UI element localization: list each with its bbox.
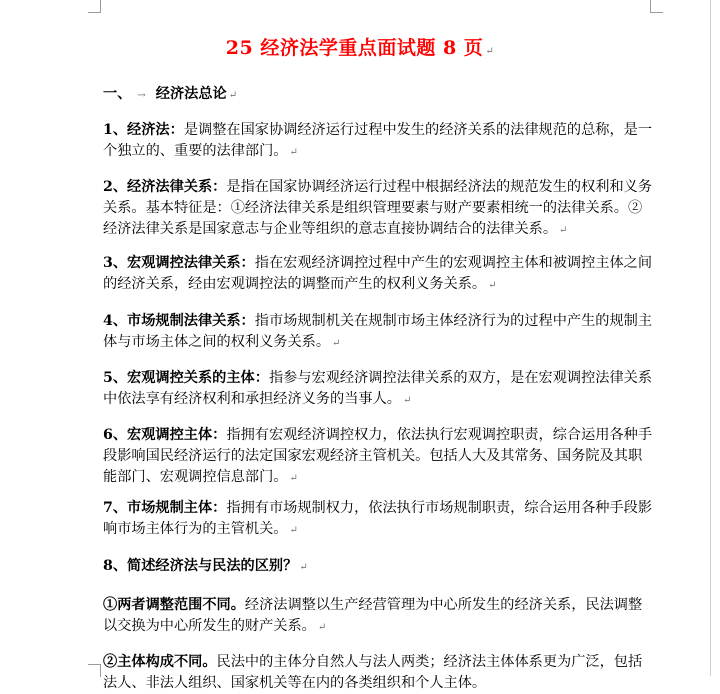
paragraph-mark-icon: ↵ [485,46,495,57]
item-term: 4、市场规制法律关系： [103,313,255,329]
section-number: 一、 [103,86,132,102]
item-text: 经济法调整以生产经营管理为中心所发生的经济关系，民法调整以交换为中心所发生的财产关系。 [103,597,643,634]
item-term: 2、经济法律关系： [103,179,227,195]
paragraph-mark-icon: ↵ [299,562,308,573]
section-heading-text: 经济法总论 [155,86,227,102]
paragraph-item-7[interactable] [103,498,656,541]
item-term: 8、简述经济法与民法的区别？ [103,558,298,574]
paragraph-mark-icon: ↵ [332,338,341,349]
paragraph-mark-icon: ↵ [488,280,497,291]
tab-mark-icon: → [137,90,146,101]
item-text: 指市场规制机关在规制市场主体经济行为的过程中产生的规制主体与市场主体之间的权利义务关系。 [103,313,653,350]
paragraph-mark-icon: ↵ [317,622,327,633]
paragraph-item-4[interactable] [103,311,656,354]
section-heading[interactable] [103,84,656,106]
item-text: 指拥有宏观经济调控权力，依法执行宏观调控职责，综合运用各种手段影响国民经济运行的法定国家宏观经济主管机关。包括人大及其常务、国务院及其职能部门、宏观调控信息部门。 [103,427,653,485]
paragraph-item-3[interactable] [103,253,656,296]
item-text: 指拥有市场规制权力，依法执行市场规制职责，综合运用各种手段影响市场主体行为的主管机关。 [103,500,653,537]
item-text: 指在宏观经济调控过程中产生的宏观调控主体和被调控主体之间的经济关系，经由宏观调控法的调整而产生的权利义务关系。 [103,255,653,292]
paragraph-mark-icon: ↵ [228,90,238,101]
page-corner-marker-top-right [650,0,663,13]
paragraph-item-1[interactable] [103,120,656,163]
item-text: 指参与宏观经济调控法律关系的双方，是在宏观调控法律关系中依法享有经济权利和承担经济义务的当事人。 [103,370,653,407]
item-text: 是指在国家协调经济运行过程中根据经济法的规范发生的权利和义务关系。基本特征是：①经济法律关系是组织管理要素与财产要素相统一的法律关系。②经济法律关系是国家意志与企业等组织的意志直接协调结合的法律关系。 [103,179,653,237]
item-term: 1、经济法： [103,122,184,138]
item-text: 民法中的主体分自然人与法人两类；经济法主体体系更为广泛，包括法人、非法人组织、国家机关等在内的各类组织和个人主体。 [103,654,643,691]
paragraph-mark-icon: ↵ [559,225,568,236]
paragraph-difference-1[interactable] [103,595,656,638]
paragraph-item-8-question[interactable] [103,556,656,578]
page-edge [710,0,711,676]
item-term: 7、市场规制主体： [103,500,227,516]
document-title-text: 25 经济法学重点面试题 8 页 [225,37,484,59]
document-title[interactable] [0,33,720,60]
item-term: ②主体构成不同。 [103,654,217,670]
paragraph-mark-icon: ↵ [402,395,412,406]
item-term: 3、宏观调控法律关系： [103,255,255,271]
page-corner-marker-top-left [88,0,101,13]
item-text: 是调整在国家协调经济运行过程中发生的经济关系的法律规范的总称，是一个独立的、重要的法律部门。 [103,122,653,159]
paragraph-item-2[interactable] [103,177,656,241]
item-term: ①两者调整范围不同。 [103,597,245,613]
paragraph-difference-2[interactable] [103,652,656,694]
paragraph-mark-icon: ↵ [289,147,298,158]
item-term: 6、宏观调控主体： [103,427,227,443]
paragraph-item-5[interactable] [103,368,656,411]
paragraph-item-6[interactable] [103,425,656,489]
item-term: 5、宏观调控关系的主体： [103,370,269,386]
page-corner-marker-bottom-left [88,664,101,677]
paragraph-mark-icon: ↵ [289,473,298,484]
paragraph-mark-icon: ↵ [289,525,298,536]
